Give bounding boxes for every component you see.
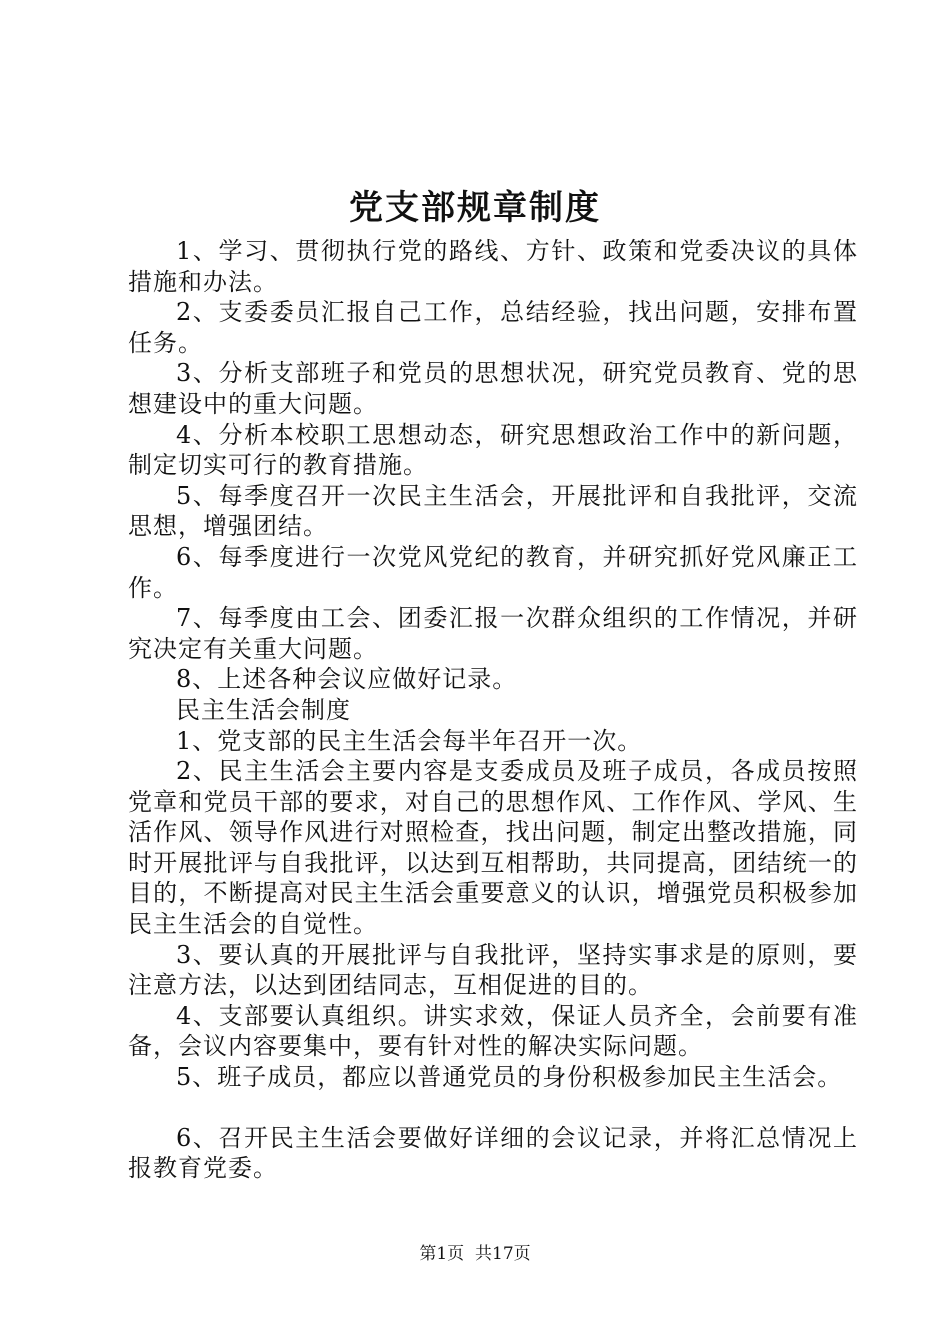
paragraph-6: 6、每季度进行一次党风党纪的教育，并研究抓好党风廉正工作。 <box>128 542 858 602</box>
paragraph-13: 5、班子成员，都应以普通党员的身份积极参加民主生活会。 <box>176 1063 843 1092</box>
paragraph-5: 5、每季度召开一次民主生活会，开展批评和自我批评，交流思想，增强团结。 <box>128 481 858 541</box>
paragraph-3: 3、分析支部班子和党员的思想状况，研究党员教育、党的思想建设中的重大问题。 <box>128 359 858 418</box>
paragraph-9: 1、党支部的民主生活会每半年召开一次。 <box>176 726 643 755</box>
paragraph-12: 4、支部要认真组织。讲实求效，保证人员齐全，会前要有准备，会议内容要集中，要有针对性的解决实际问题。 <box>128 1001 858 1061</box>
paragraph-4: 4、分析本校职工思想动态，研究思想政治工作中的新问题，制定切实可行的教育措施。 <box>128 420 858 480</box>
paragraph-14: 6、召开民主生活会要做好详细的会议记录，并将汇总情况上报教育党委。 <box>128 1123 858 1183</box>
paragraph-7: 7、每季度由工会、团委汇报一次群众组织的工作情况，并研究决定有关重大问题。 <box>128 604 858 663</box>
page-total: 共17页 <box>475 1244 531 1264</box>
paragraph-2: 2、支委委员汇报自己工作，总结经验，找出问题，安排布置任务。 <box>128 298 858 357</box>
paragraph-11: 3、要认真的开展批评与自我批评，坚持实事求是的原则，要注意方法，以达到团结同志，互相促进的目的。 <box>128 940 858 1000</box>
page-footer <box>0 1242 950 1266</box>
section-heading: 民主生活会制度 <box>176 695 351 724</box>
paragraph-8: 8、上述各种会议应做好记录。 <box>176 665 518 694</box>
paragraph-10: 2、民主生活会主要内容是支委成员及班子成员，各成员按照党章和党员干部的要求，对自己的思想作风、工作作风、学风、生活作风、领导作风进行对照检查，找出问题，制定出整改措施，同时开展批评与自我批评，以达到互相帮助，共同提高，团结统一的目的，不断提高对民主生活会重要意义的认识，增强党员积极参加民主生活会的自觉性。 <box>128 757 858 939</box>
document-title: 党支部规章制度 <box>349 188 601 228</box>
paragraph-1: 1、学习、贯彻执行党的路线、方针、政策和党委决议的具体措施和办法。 <box>128 237 858 296</box>
page-number: 第1页 <box>419 1244 465 1264</box>
document-body <box>128 236 858 1184</box>
